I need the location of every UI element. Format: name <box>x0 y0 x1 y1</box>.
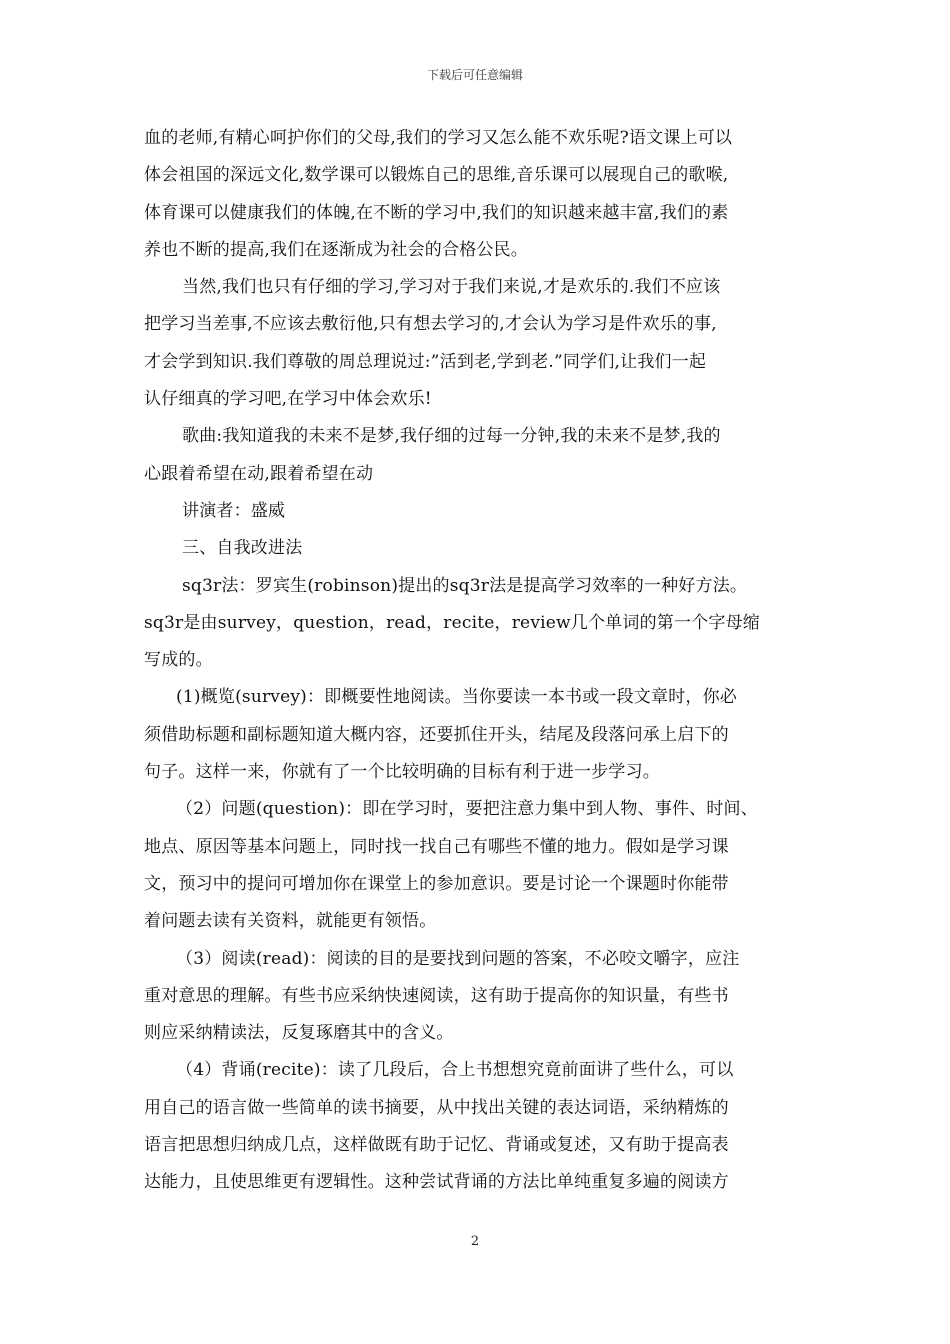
text-line: 歌曲:我知道我的未来不是梦,我仔细的过每一分钟,我的未来不是梦,我的 <box>182 426 721 447</box>
text-line: 用自己的语言做一些简单的读书摘要，从中找出关键的表达词语，采纳精炼的 <box>144 1097 729 1118</box>
text-line: 三、自我改进法 <box>182 538 303 559</box>
paragraph-1 <box>144 120 809 269</box>
paragraph-3 <box>144 418 809 493</box>
text-line: 文，预习中的提问可增加你在课堂上的参加意识。要是讨论一个课题时你能带 <box>144 873 729 894</box>
text-line: 达能力，且使思维更有逻辑性。这种尝试背诵的方法比单纯重复多遍的阅读方 <box>144 1172 729 1193</box>
paragraph-question <box>144 791 809 940</box>
section-heading <box>144 530 809 567</box>
text-line: 着问题去读有关资料，就能更有领悟。 <box>144 911 437 932</box>
text-line: 认仔细真的学习吧,在学习中体会欢乐! <box>144 389 432 410</box>
page-header-note: 下载后可任意编辑 <box>426 68 523 82</box>
text-line: sq3r法：罗宾生(robinson)提出的sq3r法是提高学习效率的一种好方法。 <box>182 575 748 596</box>
paragraph-recite <box>144 1052 809 1201</box>
text-line: 把学习当差事,不应该去敷衍他,只有想去学习的,才会认为学习是件欢乐的事, <box>144 314 717 335</box>
text-line: 句子。这样一来，你就有了一个比较明确的目标有利于进一步学习。 <box>144 762 660 783</box>
text-line: (1)概览(survey)：即概要性地阅读。当你要读一本书或一段文章时，你必 <box>176 687 738 708</box>
text-line: （2）问题(question)：即在学习时，要把注意力集中到人物、事件、时间、 <box>176 799 758 820</box>
paragraph-read <box>144 941 809 1053</box>
text-line: 则应采纳精读法，反复琢磨其中的含义。 <box>144 1023 454 1044</box>
text-line: 讲演者：盛威 <box>182 500 286 521</box>
paragraph-speaker <box>144 493 809 530</box>
paragraph-survey <box>144 679 809 791</box>
text-line: 心跟着希望在动,跟着希望在动 <box>144 463 374 484</box>
text-line: 当然,我们也只有仔细的学习,学习对于我们来说,才是欢乐的.我们不应该 <box>182 277 721 298</box>
text-line: 养也不断的提高,我们在逐渐成为社会的合格公民。 <box>144 239 529 260</box>
text-line: 写成的。 <box>144 650 213 671</box>
text-line: （3）阅读(read)：阅读的目的是要找到问题的答案，不必咬文嚼字，应注 <box>176 948 740 969</box>
text-line: 语言把思想归纳成几点，这样做既有助于记忆、背诵或复述，又有助于提高表 <box>144 1135 729 1156</box>
text-line: 地点、原因等基本问题上，同时找一找自己有哪些不懂的地力。假如是学习课 <box>144 836 729 857</box>
text-line: 体会祖国的深远文化,数学课可以锻炼自己的思维,音乐课可以展现自己的歌喉, <box>144 165 729 186</box>
document-body <box>144 120 809 1202</box>
text-line: 重对意思的理解。有些书应采纳快速阅读，这有助于提高你的知识量，有些书 <box>144 985 729 1006</box>
text-line: （4）背诵(recite)：读了几段后，合上书想想究竟前面讲了些什么，可以 <box>176 1060 734 1081</box>
paragraph-2 <box>144 269 809 418</box>
page-number: 2 <box>470 1234 480 1249</box>
paragraph-sq3r <box>144 568 809 680</box>
text-line: 血的老师,有精心呵护你们的父母,我们的学习又怎么能不欢乐呢?语文课上可以 <box>144 128 733 148</box>
text-line: 才会学到知识.我们尊敬的周总理说过:”活到老,学到老.”同学们,让我们一起 <box>144 351 707 372</box>
text-line: sq3r是由survey，question，read，recite，review几个单词的第一个字母缩 <box>144 612 760 633</box>
text-line: 体育课可以健康我们的体魄,在不断的学习中,我们的知识越来越丰富,我们的素 <box>144 202 729 223</box>
text-line: 须借助标题和副标题知道大概内容，还要抓住开头，结尾及段落问承上启下的 <box>144 724 729 745</box>
